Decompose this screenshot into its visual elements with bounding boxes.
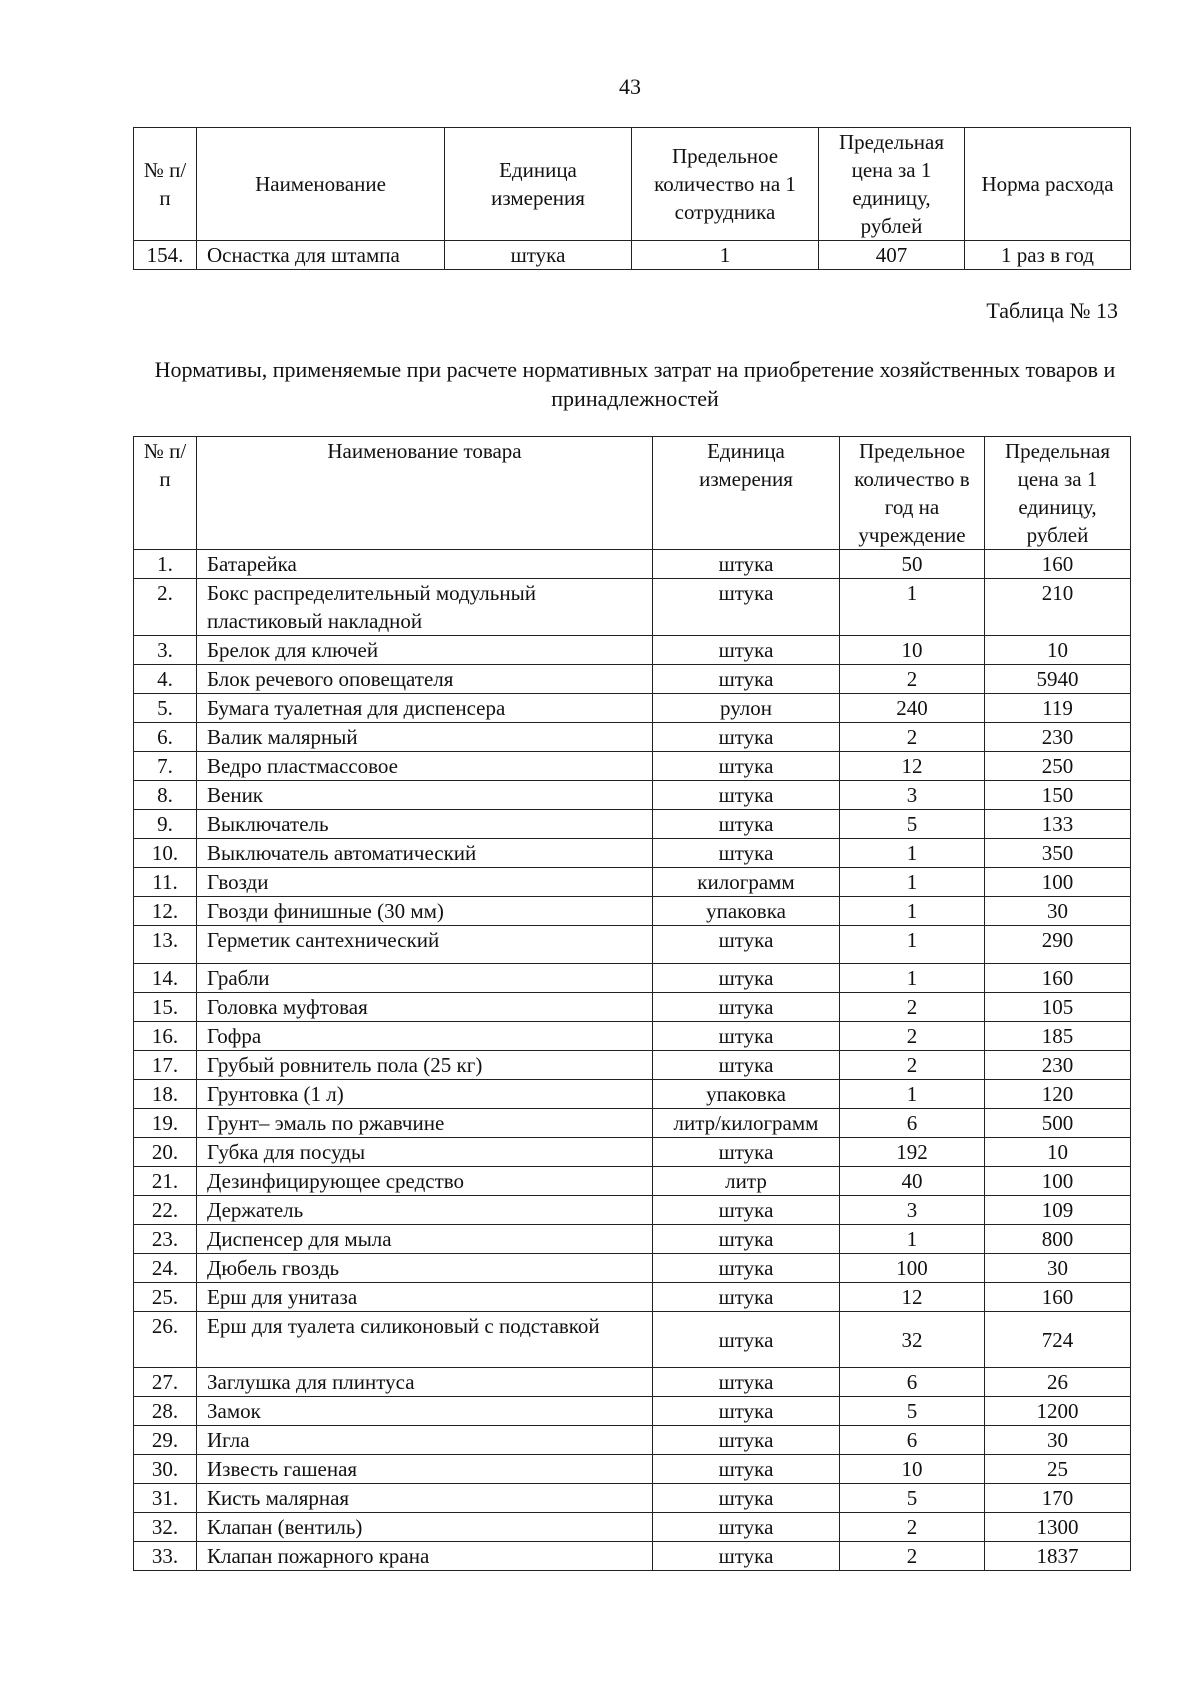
header-num: № п/п	[134, 128, 197, 241]
cell-num: 27.	[134, 1368, 197, 1397]
cell-qty: 1	[840, 1080, 985, 1109]
cell-price: 120	[985, 1080, 1131, 1109]
table-row	[134, 723, 1131, 752]
cell-unit: штука	[653, 1138, 840, 1167]
cell-unit: штука	[653, 723, 840, 752]
cell-num: 22.	[134, 1196, 197, 1225]
cell-price: 30	[985, 897, 1131, 926]
cell-num: 28.	[134, 1397, 197, 1426]
cell-num: 10.	[134, 839, 197, 868]
table-row	[134, 1051, 1131, 1080]
cell-price: 30	[985, 1254, 1131, 1283]
table-row	[134, 1426, 1131, 1455]
cell-qty: 1	[840, 839, 985, 868]
table-row	[134, 1368, 1131, 1397]
cell-qty: 1	[632, 241, 819, 270]
table-row	[134, 636, 1131, 665]
header-norm: Норма расхода	[965, 128, 1131, 241]
cell-qty: 240	[840, 694, 985, 723]
cell-price: 230	[985, 723, 1131, 752]
cell-qty: 2	[840, 993, 985, 1022]
table-body	[134, 550, 1131, 1571]
cell-num: 18.	[134, 1080, 197, 1109]
table-row	[134, 241, 1131, 270]
cell-qty: 12	[840, 752, 985, 781]
table-title: Нормативы, применяемые при расчете нормативных затрат на приобретение хозяйственных товаров и принадлежностей	[154, 357, 1116, 411]
table-row	[134, 1484, 1131, 1513]
cell-unit: штука	[653, 1022, 840, 1051]
table-row	[134, 550, 1131, 579]
cell-qty: 5	[840, 810, 985, 839]
cell-price: 1200	[985, 1397, 1131, 1426]
cell-num: 23.	[134, 1225, 197, 1254]
cell-num: 4.	[134, 665, 197, 694]
header-unit: Единица измерения	[445, 128, 632, 241]
cell-name: Бумага туалетная для диспенсера	[197, 694, 653, 723]
cell-num: 8.	[134, 781, 197, 810]
cell-num: 14.	[134, 964, 197, 993]
table-header-row	[134, 437, 1131, 550]
table-row	[134, 1283, 1131, 1312]
cell-qty: 1	[840, 1225, 985, 1254]
cell-name: Замок	[197, 1397, 653, 1426]
cell-price: 160	[985, 1283, 1131, 1312]
cell-name: Бокс распределительный модульный пластиковый накладной	[197, 579, 653, 636]
cell-name: Герметик сантехнический	[197, 926, 653, 964]
cell-unit: штука	[653, 810, 840, 839]
table-row	[134, 1513, 1131, 1542]
cell-qty: 6	[840, 1109, 985, 1138]
table-13	[133, 436, 1131, 1571]
cell-unit: рулон	[653, 694, 840, 723]
cell-num: 9.	[134, 810, 197, 839]
cell-price: 160	[985, 964, 1131, 993]
cell-num: 5.	[134, 694, 197, 723]
cell-name: Гвозди финишные (30 мм)	[197, 897, 653, 926]
cell-qty: 5	[840, 1484, 985, 1513]
table-row	[134, 1109, 1131, 1138]
cell-unit: штука	[653, 1196, 840, 1225]
cell-name: Брелок для ключей	[197, 636, 653, 665]
cell-num: 7.	[134, 752, 197, 781]
table-row	[134, 1542, 1131, 1571]
header-qty: Предельное количество на 1 сотрудника	[632, 128, 819, 241]
cell-name: Кисть малярная	[197, 1484, 653, 1513]
cell-name: Дезинфицирующее средство	[197, 1167, 653, 1196]
cell-name: Держатель	[197, 1196, 653, 1225]
cell-num: 26.	[134, 1312, 197, 1368]
cell-num: 20.	[134, 1138, 197, 1167]
cell-num: 1.	[134, 550, 197, 579]
cell-unit: штука	[653, 1254, 840, 1283]
cell-price: 800	[985, 1225, 1131, 1254]
cell-name: Заглушка для плинтуса	[197, 1368, 653, 1397]
cell-num: 30.	[134, 1455, 197, 1484]
cell-unit: литр/килограмм	[653, 1109, 840, 1138]
cell-name: Грунтовка (1 л)	[197, 1080, 653, 1109]
cell-qty: 1	[840, 964, 985, 993]
cell-name: Грубый ровнитель пола (25 кг)	[197, 1051, 653, 1080]
cell-name: Оснастка для штампа	[197, 241, 445, 270]
page-number: 43	[619, 74, 641, 99]
cell-norm: 1 раз в год	[965, 241, 1131, 270]
cell-qty: 2	[840, 1051, 985, 1080]
cell-price: 170	[985, 1484, 1131, 1513]
cell-unit: штука	[653, 1283, 840, 1312]
cell-unit: штука	[653, 1542, 840, 1571]
cell-price: 210	[985, 579, 1131, 636]
cell-name: Веник	[197, 781, 653, 810]
cell-name: Дюбель гвоздь	[197, 1254, 653, 1283]
cell-num: 31.	[134, 1484, 197, 1513]
header-price: Предельная цена за 1 единицу, рублей	[819, 128, 965, 241]
cell-unit: упаковка	[653, 1080, 840, 1109]
cell-unit: литр	[653, 1167, 840, 1196]
cell-unit: штука	[653, 752, 840, 781]
cell-num: 13.	[134, 926, 197, 964]
cell-qty: 5	[840, 1397, 985, 1426]
cell-unit: штука	[653, 1455, 840, 1484]
table-row	[134, 694, 1131, 723]
cell-unit: штука	[653, 781, 840, 810]
table-row	[134, 1225, 1131, 1254]
cell-num: 24.	[134, 1254, 197, 1283]
cell-qty: 12	[840, 1283, 985, 1312]
cell-price: 100	[985, 1167, 1131, 1196]
cell-name: Игла	[197, 1426, 653, 1455]
cell-price: 150	[985, 781, 1131, 810]
cell-qty: 10	[840, 636, 985, 665]
table-row	[134, 665, 1131, 694]
table-12-continuation	[133, 127, 1131, 270]
cell-price: 109	[985, 1196, 1131, 1225]
cell-price: 160	[985, 550, 1131, 579]
table-row	[134, 839, 1131, 868]
cell-num: 33.	[134, 1542, 197, 1571]
cell-num: 25.	[134, 1283, 197, 1312]
cell-unit: штука	[653, 1368, 840, 1397]
cell-price: 10	[985, 636, 1131, 665]
cell-price: 133	[985, 810, 1131, 839]
header-name: Наименование товара	[197, 437, 653, 550]
cell-price: 500	[985, 1109, 1131, 1138]
cell-unit: штука	[653, 579, 840, 636]
cell-name: Губка для посуды	[197, 1138, 653, 1167]
header-num: № п/п	[134, 437, 197, 550]
cell-qty: 3	[840, 1196, 985, 1225]
cell-unit: упаковка	[653, 897, 840, 926]
table-row	[134, 752, 1131, 781]
cell-unit: штука	[653, 1225, 840, 1254]
cell-price: 5940	[985, 665, 1131, 694]
cell-name: Выключатель	[197, 810, 653, 839]
table-header-row	[134, 128, 1131, 241]
header-name: Наименование	[197, 128, 445, 241]
cell-name: Диспенсер для мыла	[197, 1225, 653, 1254]
cell-unit: штука	[653, 550, 840, 579]
cell-qty: 192	[840, 1138, 985, 1167]
cell-qty: 6	[840, 1426, 985, 1455]
cell-name: Выключатель автоматический	[197, 839, 653, 868]
cell-num: 29.	[134, 1426, 197, 1455]
cell-unit: штука	[653, 1513, 840, 1542]
cell-unit: штука	[653, 839, 840, 868]
table-row	[134, 1080, 1131, 1109]
table-row	[134, 1138, 1131, 1167]
cell-num: 16.	[134, 1022, 197, 1051]
table-row	[134, 964, 1131, 993]
cell-name: Батарейка	[197, 550, 653, 579]
cell-num: 15.	[134, 993, 197, 1022]
cell-num: 12.	[134, 897, 197, 926]
cell-name: Грабли	[197, 964, 653, 993]
cell-num: 154.	[134, 241, 197, 270]
header-unit: Единица измерения	[653, 437, 840, 550]
cell-qty: 1	[840, 868, 985, 897]
cell-name: Клапан (вентиль)	[197, 1513, 653, 1542]
cell-price: 250	[985, 752, 1131, 781]
cell-price: 30	[985, 1426, 1131, 1455]
cell-num: 2.	[134, 579, 197, 636]
table-caption: Таблица № 13	[986, 298, 1118, 323]
cell-unit: штука	[653, 1312, 840, 1368]
cell-qty: 1	[840, 579, 985, 636]
cell-qty: 1	[840, 926, 985, 964]
cell-num: 3.	[134, 636, 197, 665]
cell-num: 32.	[134, 1513, 197, 1542]
cell-name: Ведро пластмассовое	[197, 752, 653, 781]
table-row	[134, 897, 1131, 926]
cell-unit: штука	[653, 964, 840, 993]
cell-price: 230	[985, 1051, 1131, 1080]
table-row	[134, 1167, 1131, 1196]
table-row	[134, 1455, 1131, 1484]
cell-price: 290	[985, 926, 1131, 964]
cell-name: Ерш для туалета силиконовый с подставкой	[197, 1312, 653, 1368]
table-row	[134, 579, 1131, 636]
cell-unit: штука	[653, 1397, 840, 1426]
cell-price: 350	[985, 839, 1131, 868]
cell-num: 6.	[134, 723, 197, 752]
header-price: Предельная цена за 1 единицу, рублей	[985, 437, 1131, 550]
cell-qty: 100	[840, 1254, 985, 1283]
cell-qty: 1	[840, 897, 985, 926]
cell-unit: штука	[653, 993, 840, 1022]
cell-name: Клапан пожарного крана	[197, 1542, 653, 1571]
cell-name: Гвозди	[197, 868, 653, 897]
cell-num: 17.	[134, 1051, 197, 1080]
cell-name: Головка муфтовая	[197, 993, 653, 1022]
cell-qty: 10	[840, 1455, 985, 1484]
cell-price: 1837	[985, 1542, 1131, 1571]
cell-name: Грунт– эмаль по ржавчине	[197, 1109, 653, 1138]
cell-unit: штука	[653, 926, 840, 964]
cell-price: 185	[985, 1022, 1131, 1051]
cell-qty: 40	[840, 1167, 985, 1196]
header-qty: Предельное количество в год на учреждение	[840, 437, 985, 550]
table-row	[134, 1397, 1131, 1426]
cell-qty: 2	[840, 1542, 985, 1571]
cell-name: Известь гашеная	[197, 1455, 653, 1484]
cell-unit: штука	[653, 1051, 840, 1080]
cell-price: 10	[985, 1138, 1131, 1167]
cell-qty: 6	[840, 1368, 985, 1397]
cell-unit: килограмм	[653, 868, 840, 897]
table-row	[134, 1196, 1131, 1225]
cell-price: 724	[985, 1312, 1131, 1368]
cell-unit: штука	[653, 636, 840, 665]
cell-qty: 3	[840, 781, 985, 810]
cell-name: Гофра	[197, 1022, 653, 1051]
cell-qty: 2	[840, 723, 985, 752]
cell-unit: штука	[445, 241, 632, 270]
table-row	[134, 1312, 1131, 1368]
cell-num: 11.	[134, 868, 197, 897]
cell-num: 19.	[134, 1109, 197, 1138]
table-row	[134, 1022, 1131, 1051]
cell-num: 21.	[134, 1167, 197, 1196]
cell-price: 119	[985, 694, 1131, 723]
cell-price: 407	[819, 241, 965, 270]
cell-unit: штука	[653, 1484, 840, 1513]
cell-price: 1300	[985, 1513, 1131, 1542]
cell-price: 100	[985, 868, 1131, 897]
table-row	[134, 868, 1131, 897]
cell-name: Блок речевого оповещателя	[197, 665, 653, 694]
cell-qty: 32	[840, 1312, 985, 1368]
cell-name: Валик малярный	[197, 723, 653, 752]
cell-price: 26	[985, 1368, 1131, 1397]
cell-price: 25	[985, 1455, 1131, 1484]
table-row	[134, 926, 1131, 964]
cell-qty: 50	[840, 550, 985, 579]
cell-unit: штука	[653, 665, 840, 694]
cell-unit: штука	[653, 1426, 840, 1455]
cell-qty: 2	[840, 1513, 985, 1542]
table-row	[134, 1254, 1131, 1283]
cell-qty: 2	[840, 665, 985, 694]
table-row	[134, 993, 1131, 1022]
table-row	[134, 781, 1131, 810]
cell-name: Ерш для унитаза	[197, 1283, 653, 1312]
cell-qty: 2	[840, 1022, 985, 1051]
cell-price: 105	[985, 993, 1131, 1022]
table-row	[134, 810, 1131, 839]
